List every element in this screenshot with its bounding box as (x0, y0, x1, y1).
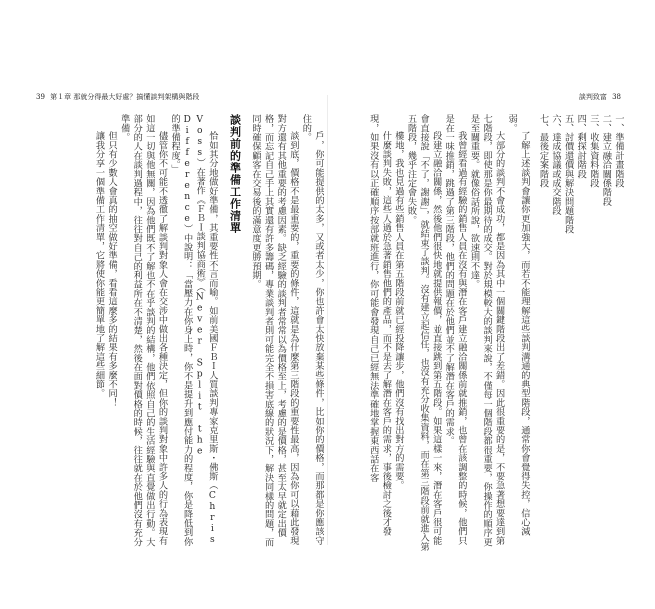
right-paragraph-3: 我曾經看過有經驗的銷售人員在沒有與潛在客戶建立融洽關係前就推銷，也曾在該調整的時候，他們只是在一味推銷，跳過了第三階段，他們的問題在於他們並不了解潛在客戶的需求。 (443, 114, 467, 545)
left-chapter-label: 第１章 (50, 93, 72, 101)
right-page (333, 92, 624, 552)
left-paragraph-3: 儘管你不可能不透徹了解談判對象人會在交涉中做出各種決定，但你的談判對象中許多人的行為表現有如這一切與他無關，因為他們既不了解也不在乎談判的結構，他們依照自己的生活經驗與直覺做出行動。大部分的人在談判過程中，往往對自己的利益所在不清楚，然後在面對價格的時候，往往就在於他們沒有充分準備。 (118, 114, 168, 547)
stage-item: 五、討價還價與解決問題階段 (562, 114, 574, 234)
left-paragraph-1: 談到底，價格不是最重要的，重要的條件，這就是為什麼第三階段的重要性最高，因為你可以藉此發現對方還有其他重要的考慮因素。缺乏經驗的談判者常常以為價格至上，考慮的是價格，甚至太早就定出價格，而忘記自己手上其實還有許多籌碼，專業談判者則可能完全不損害底線的狀況下，解決同樣的問題，而同時確保顧客在交易後的滿意度更勝預期。 (250, 114, 299, 547)
stage-item: 二、建立融洽關係階段 (600, 114, 612, 206)
left-continuation: 戶，你可能提供的太多，又或者太少，你也許會太快放棄某些條件，比如你的價格，而那都是你應該守住的。 (300, 114, 324, 545)
right-paragraph-1: 了解上述談判會讓你更加強大，而若不能理解這些談判溝通的典型階段，通常你會覺得失控，信心減弱。 (506, 114, 530, 536)
right-paragraph-5: 什麼談判失敗，這些人過於急著銷售他們的產品，而不是去了解潛在客戶的需求，事後檢討之後才發現，如果沒有以正確順序按部就班進行，你可能會發現自己已經無法準確地掌握東西話在客 (367, 114, 392, 536)
stage-item: 七、最後定案階段 (537, 114, 549, 188)
left-paragraph-5: 讓我分享一個準備工作清單，它將使你能更簡單地了解這些細節。 (93, 130, 105, 398)
left-page (33, 92, 324, 552)
stage-item: 一、準備計畫階段 (613, 114, 624, 188)
stage-item: 六、達成協議或成交階段 (550, 114, 562, 216)
stage-item: 三、收集資料階段 (587, 114, 599, 188)
left-paragraph-2: 恰如其分地做好準備，其重要性不言而喻。如前美國ＦＢＩ人質談判專家克里斯・佛斯（Chris Voss）在著作《ＦＢＩ談判協商術》（Never Split the Difference）中說明：「當壓力在你身上時，你不是提升到應付能力的程度，你是降低到你的準備程度。」 (169, 114, 218, 546)
right-running-title: 談判致富 (578, 93, 607, 101)
right-page-body (333, 114, 624, 552)
stage-item: 四、剩探討階段 (575, 114, 587, 179)
left-running-title: 那就分得最大好處？搞懂談判架構與階段 (73, 93, 200, 101)
left-page-header (33, 92, 199, 102)
page-gutter (327, 95, 328, 545)
right-paragraph-6: 樓地，我也見過有些銷售人員在第五階段前就已經投降讓步，他們沒有找出對方的需要。 (392, 130, 404, 490)
stage-list (536, 114, 624, 552)
left-page-body (33, 114, 324, 552)
section-heading: 談判前的準備工作清單 (228, 114, 242, 234)
right-page-number: 38 (612, 93, 621, 101)
right-page-header (579, 92, 624, 102)
left-page-number: 39 (36, 93, 45, 101)
left-paragraph-4: 但只有少數人會真的抽空做好準備，看看這麼多的結果有多麼不同！ (106, 130, 118, 407)
right-paragraph-4: 段建立融洽關係，然後他們很快地就提供報價，並直接跳到第五階段。如果這樣一來，潛在客戶很可能會直接說「不了，謝謝」，就結束了談判。沒有建立起信任，也沒有充分收集資料，而在第三階段前就進入第五階段，幾乎注定會失敗。 (405, 114, 442, 551)
right-paragraph-2: 大部分的談判不會成功，都是因為其中一個關鍵階段出了差錯。因此很重要的是，不要急著想要達到第七階段，即使那是你最期待的成交。對於規模較大的談判來說，不僅每一個階段都很重要，你操作的順序更是至關重要。就像俗話所說，欲速則不達。 (468, 114, 505, 547)
